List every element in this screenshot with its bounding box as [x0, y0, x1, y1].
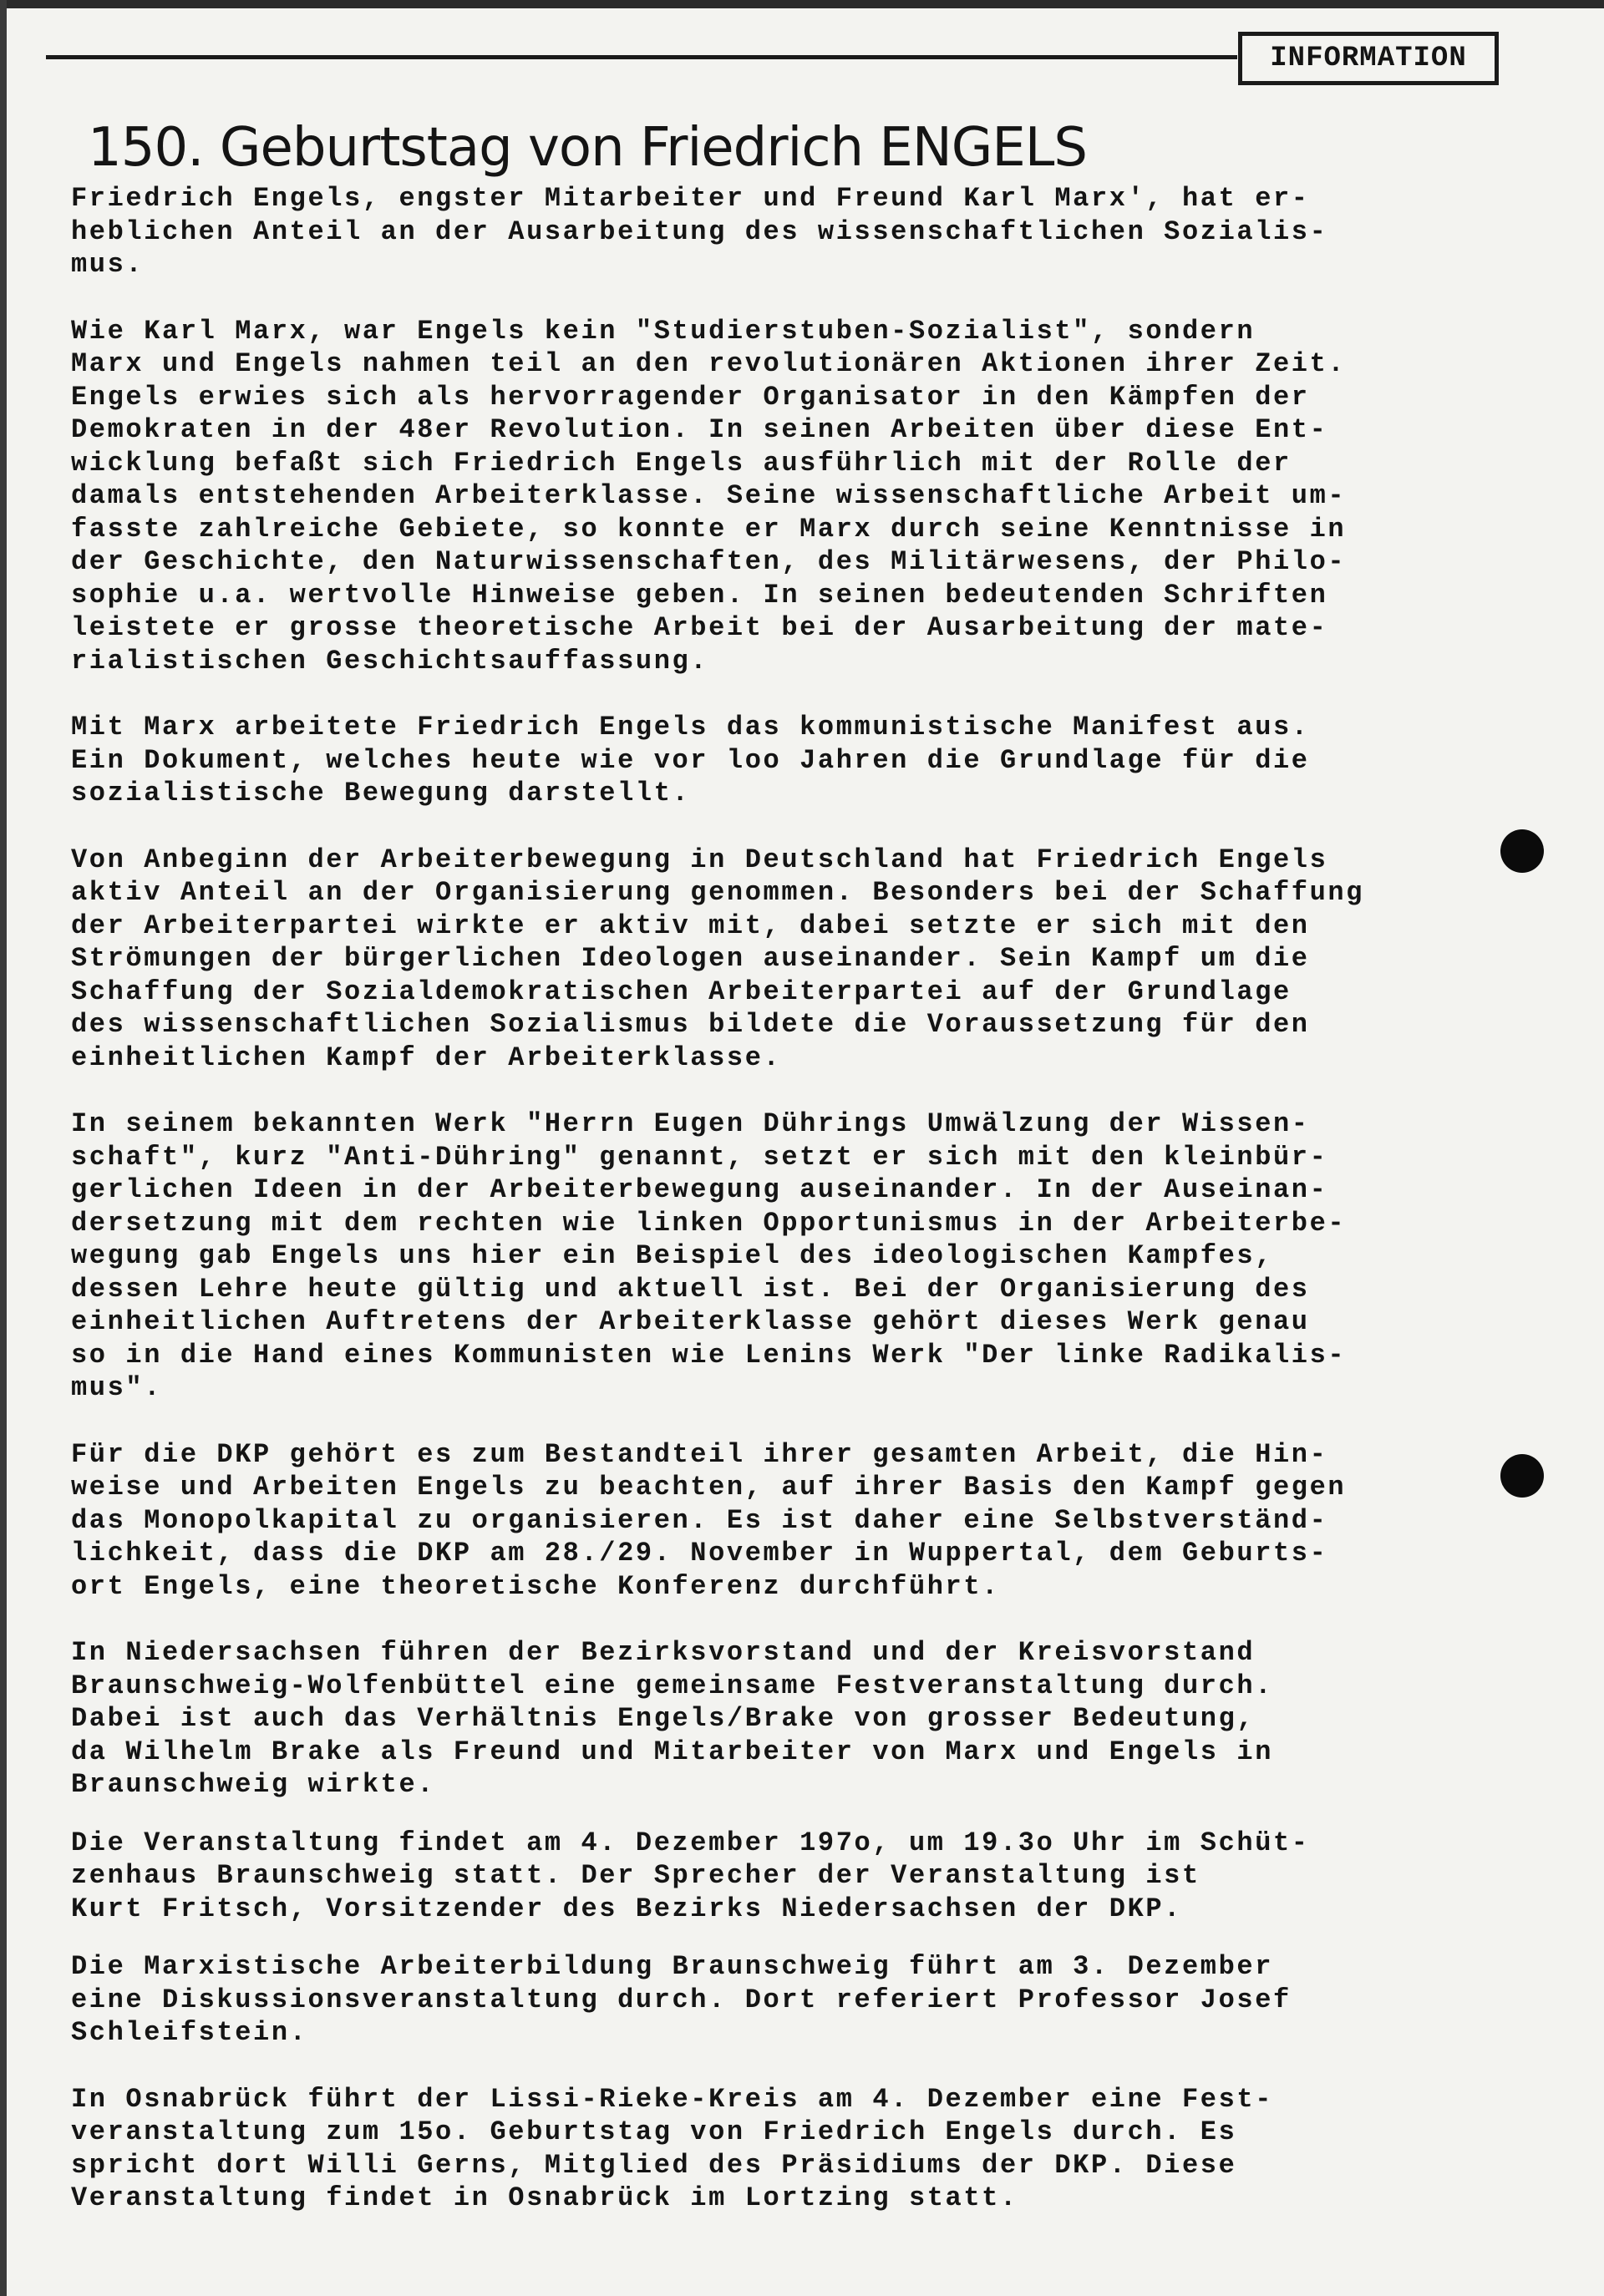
text-line: Ein Dokument, welches heute wie vor loo Jahren die Grundlage für die — [71, 744, 1310, 776]
text-line: Friedrich Engels, engster Mitarbeiter und Freund Karl Marx', hat er- — [71, 183, 1310, 214]
article-body — [71, 182, 1475, 2215]
text-line: des wissenschaftlichen Sozialismus bildete die Voraussetzung für den — [71, 1009, 1310, 1040]
text-line: dersetzung mit dem rechten wie linken Opportunismus in der Arbeiterbe- — [71, 1207, 1347, 1239]
text-line: da Wilhelm Brake als Freund und Mitarbeiter von Marx und Engels in — [71, 1736, 1274, 1767]
text-line: der Geschichte, den Naturwissenschaften, des Militärwesens, der Philo- — [71, 546, 1347, 577]
page-top-edge — [0, 0, 1604, 8]
text-line: Schleifstein. — [71, 2017, 308, 2048]
text-line: wicklung befaßt sich Friedrich Engels ausführlich mit der Rolle der — [71, 447, 1292, 479]
text-line: In Niedersachsen führen der Bezirksvorstand und der Kreisvorstand — [71, 1637, 1256, 1668]
text-line: dessen Lehre heute gültig und aktuell ist. Bei der Organisierung des — [71, 1273, 1310, 1305]
text-line: weise und Arbeiten Engels zu beachten, auf ihrer Basis den Kampf gegen — [71, 1472, 1347, 1503]
text-line: so in die Hand eines Kommunisten wie Lenins Werk "Der linke Radikalis- — [71, 1339, 1347, 1371]
text-line: zenhaus Braunschweig statt. Der Sprecher der Veranstaltung ist — [71, 1860, 1200, 1891]
paragraph — [71, 315, 1475, 678]
text-line: Die Marxistische Arbeiterbildung Braunschweig führt am 3. Dezember — [71, 1951, 1274, 1982]
text-line: rialistischen Geschichtsauffassung. — [71, 645, 709, 677]
punch-hole-top — [1500, 829, 1544, 873]
text-line: spricht dort Willi Gerns, Mitglied des Präsidiums der DKP. Diese — [71, 2149, 1237, 2181]
text-line: einheitlichen Auftretens der Arbeiterklasse gehört dieses Werk genau — [71, 1306, 1310, 1337]
text-line: Braunschweig wirkte. — [71, 1769, 436, 1800]
punch-hole-bottom — [1500, 1454, 1544, 1498]
paragraph — [71, 1827, 1475, 1926]
text-line: gerlichen Ideen in der Arbeiterbewegung auseinander. In der Auseinan- — [71, 1174, 1328, 1205]
paragraph — [71, 711, 1475, 810]
text-line: schaft", kurz "Anti-Dühring" genannt, setzt er sich mit den kleinbür- — [71, 1141, 1328, 1173]
text-line: Kurt Fritsch, Vorsitzender des Bezirks Niedersachsen der DKP. — [71, 1893, 1182, 1924]
text-line: der Arbeiterpartei wirkte er aktiv mit, dabei setzte er sich mit den — [71, 910, 1310, 941]
text-line: sozialistische Bewegung darstellt. — [71, 778, 691, 808]
header-rule — [46, 55, 1237, 59]
text-line: Marx und Engels nahmen teil an den revolutionären Aktionen ihrer Zeit. — [71, 348, 1347, 379]
text-line: Wie Karl Marx, war Engels kein "Studierstuben-Sozialist", sondern — [71, 315, 1256, 347]
text-line: mus. — [71, 249, 145, 280]
text-line: Schaffung der Sozialdemokratischen Arbeiterpartei auf der Grundlage — [71, 976, 1292, 1007]
text-line: Veranstaltung findet in Osnabrück im Lortzing statt. — [71, 2182, 1018, 2213]
text-line: ort Engels, eine theoretische Konferenz durchführt. — [71, 1570, 1000, 1602]
document-title: 150. Geburtstag von Friedrich ENGELS — [88, 117, 1088, 179]
text-line: heblichen Anteil an der Ausarbeitung des wissenschaftlichen Sozialis- — [71, 215, 1328, 247]
text-line: Demokraten in der 48er Revolution. In seinen Arbeiten über diese Ent- — [71, 414, 1328, 445]
text-line: wegung gab Engels uns hier ein Beispiel des ideologischen Kampfes, — [71, 1240, 1274, 1271]
paragraph — [71, 1107, 1475, 1405]
paragraph — [71, 1438, 1475, 1604]
text-line: Engels erwies sich als hervorragender Organisator in den Kämpfen der — [71, 381, 1310, 413]
text-line: Von Anbeginn der Arbeiterbewegung in Deutschland hat Friedrich Engels — [71, 844, 1328, 875]
text-line: damals entstehenden Arbeiterklasse. Seine wissenschaftliche Arbeit um- — [71, 480, 1347, 511]
text-line: einheitlichen Kampf der Arbeiterklasse. — [71, 1042, 782, 1073]
text-line: veranstaltung zum 15o. Geburtstag von Friedrich Engels durch. Es — [71, 2116, 1237, 2147]
text-line: Die Veranstaltung findet am 4. Dezember 197o, um 19.3o Uhr im Schüt- — [71, 1827, 1310, 1858]
paragraph — [71, 182, 1475, 281]
text-line: Braunschweig-Wolfenbüttel eine gemeinsame Festveranstaltung durch. — [71, 1670, 1274, 1701]
text-line: mus". — [71, 1372, 163, 1403]
paragraph — [71, 1636, 1475, 1802]
text-line: eine Diskussionsveranstaltung durch. Dort referiert Professor Josef — [71, 1984, 1292, 2015]
paragraph — [71, 2083, 1475, 2215]
paragraph — [71, 844, 1475, 1075]
paragraph — [71, 1950, 1475, 2050]
text-line: lichkeit, dass die DKP am 28./29. November in Wuppertal, dem Geburts- — [71, 1538, 1328, 1569]
text-line: fasste zahlreiche Gebiete, so konnte er Marx durch seine Kenntnisse in — [71, 513, 1347, 545]
text-line: In seinem bekannten Werk "Herrn Eugen Dührings Umwälzung der Wissen- — [71, 1108, 1310, 1139]
text-line: In Osnabrück führt der Lissi-Rieke-Kreis am 4. Dezember eine Fest- — [71, 2083, 1274, 2115]
information-label: INFORMATION — [1238, 32, 1499, 85]
text-line: das Monopolkapital zu organisieren. Es ist daher eine Selbstverständ- — [71, 1504, 1328, 1536]
page-left-edge — [0, 0, 7, 2296]
text-line: Für die DKP gehört es zum Bestandteil ihrer gesamten Arbeit, die Hin- — [71, 1438, 1328, 1470]
text-line: Strömungen der bürgerlichen Ideologen auseinander. Sein Kampf um die — [71, 943, 1310, 974]
text-line: sophie u.a. wertvolle Hinweise geben. In seinen bedeutenden Schriften — [71, 579, 1328, 611]
text-line: aktiv Anteil an der Organisierung genommen. Besonders bei der Schaffung — [71, 877, 1365, 908]
text-line: Dabei ist auch das Verhältnis Engels/Brake von grosser Bedeutung, — [71, 1703, 1256, 1734]
text-line: leistete er grosse theoretische Arbeit bei der Ausarbeitung der mate- — [71, 612, 1328, 643]
text-line: Mit Marx arbeitete Friedrich Engels das kommunistische Manifest aus. — [71, 712, 1310, 743]
